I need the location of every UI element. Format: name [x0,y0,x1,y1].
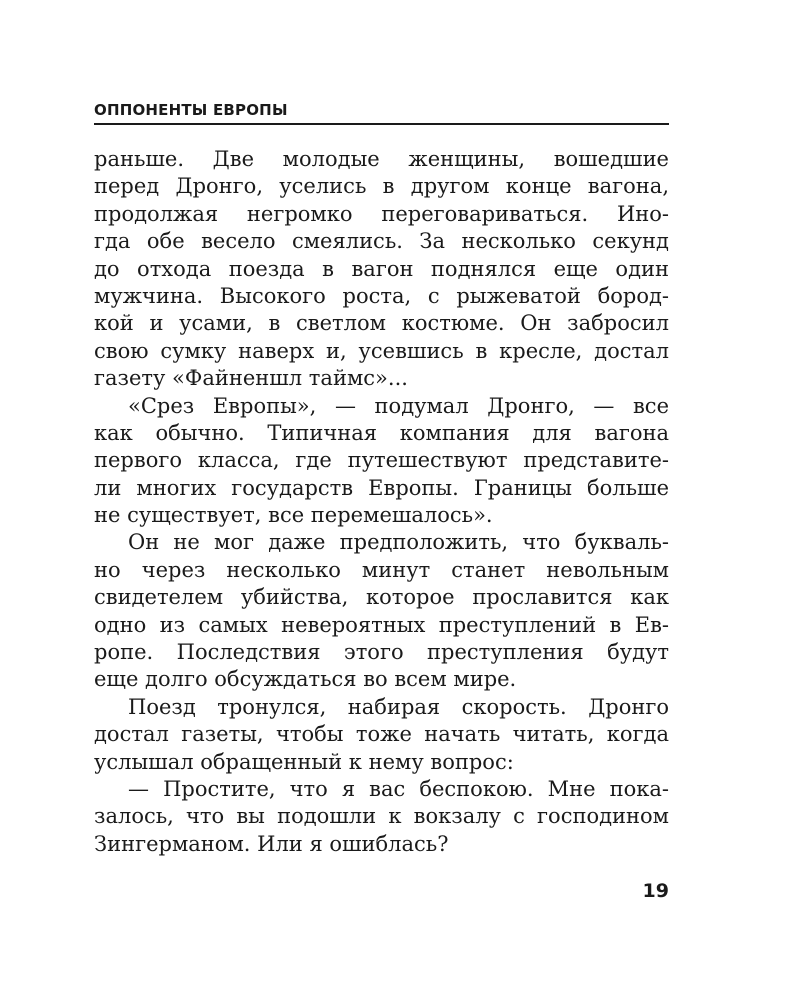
text-line: одно из самых невероятных преступлений в Ев- [94,612,669,637]
text-line: первого класса, где путешествуют представите- [94,448,669,473]
text-line: перед Дронго, уселись в другом конце вагона, [94,174,669,199]
text-line: до отхода поезда в вагон поднялся еще один [94,256,669,281]
text-line: свидетелем убийства, которое прославится как [94,585,669,610]
text-line: не существует, все перемешалось». [94,503,493,528]
body-text [94,146,669,858]
text-line: гда обе весело смеялись. За несколько секунд [94,229,669,254]
header-divider [94,123,669,125]
page-number: 19 [642,880,669,902]
text-line: — Простите, что я вас беспокою. Мне пока- [128,776,669,801]
text-line: мужчина. Высокого роста, с рыжеватой бород- [94,283,669,308]
text-line: услышал обращенный к нему вопрос: [94,749,514,774]
text-line: Поезд тронулся, набирая скорость. Дронго [128,694,669,719]
text-line: продолжая негромко переговариваться. Ино- [94,201,669,226]
text-line: но через несколько минут станет невольным [94,557,669,582]
text-line: «Срез Европы», — подумал Дронго, — все [128,393,669,418]
text-line: еще долго обсуждаться во всем мире. [94,667,517,692]
text-line: ропе. Последствия этого преступления будут [94,640,669,665]
text-line: Зингерманом. Или я ошиблась? [94,831,449,856]
text-line: залось, что вы подошли к вокзалу с господином [94,804,669,829]
text-line: достал газеты, чтобы тоже начать читать, когда [94,722,669,747]
text-line: Он не мог даже предположить, что букваль- [128,530,669,555]
text-line: ли многих государств Европы. Границы больше [94,475,669,500]
text-line: свою сумку наверх и, усевшись в кресле, достал [94,338,669,363]
text-line: газету «Файненшл таймс»... [94,366,408,391]
running-header: ОППОНЕНТЫ ЕВРОПЫ [94,101,288,119]
text-line: кой и усами, в светлом костюме. Он забросил [94,311,669,336]
text-line: как обычно. Типичная компания для вагона [94,420,669,445]
text-line: раньше. Две молодые женщины, вошедшие [94,147,669,171]
